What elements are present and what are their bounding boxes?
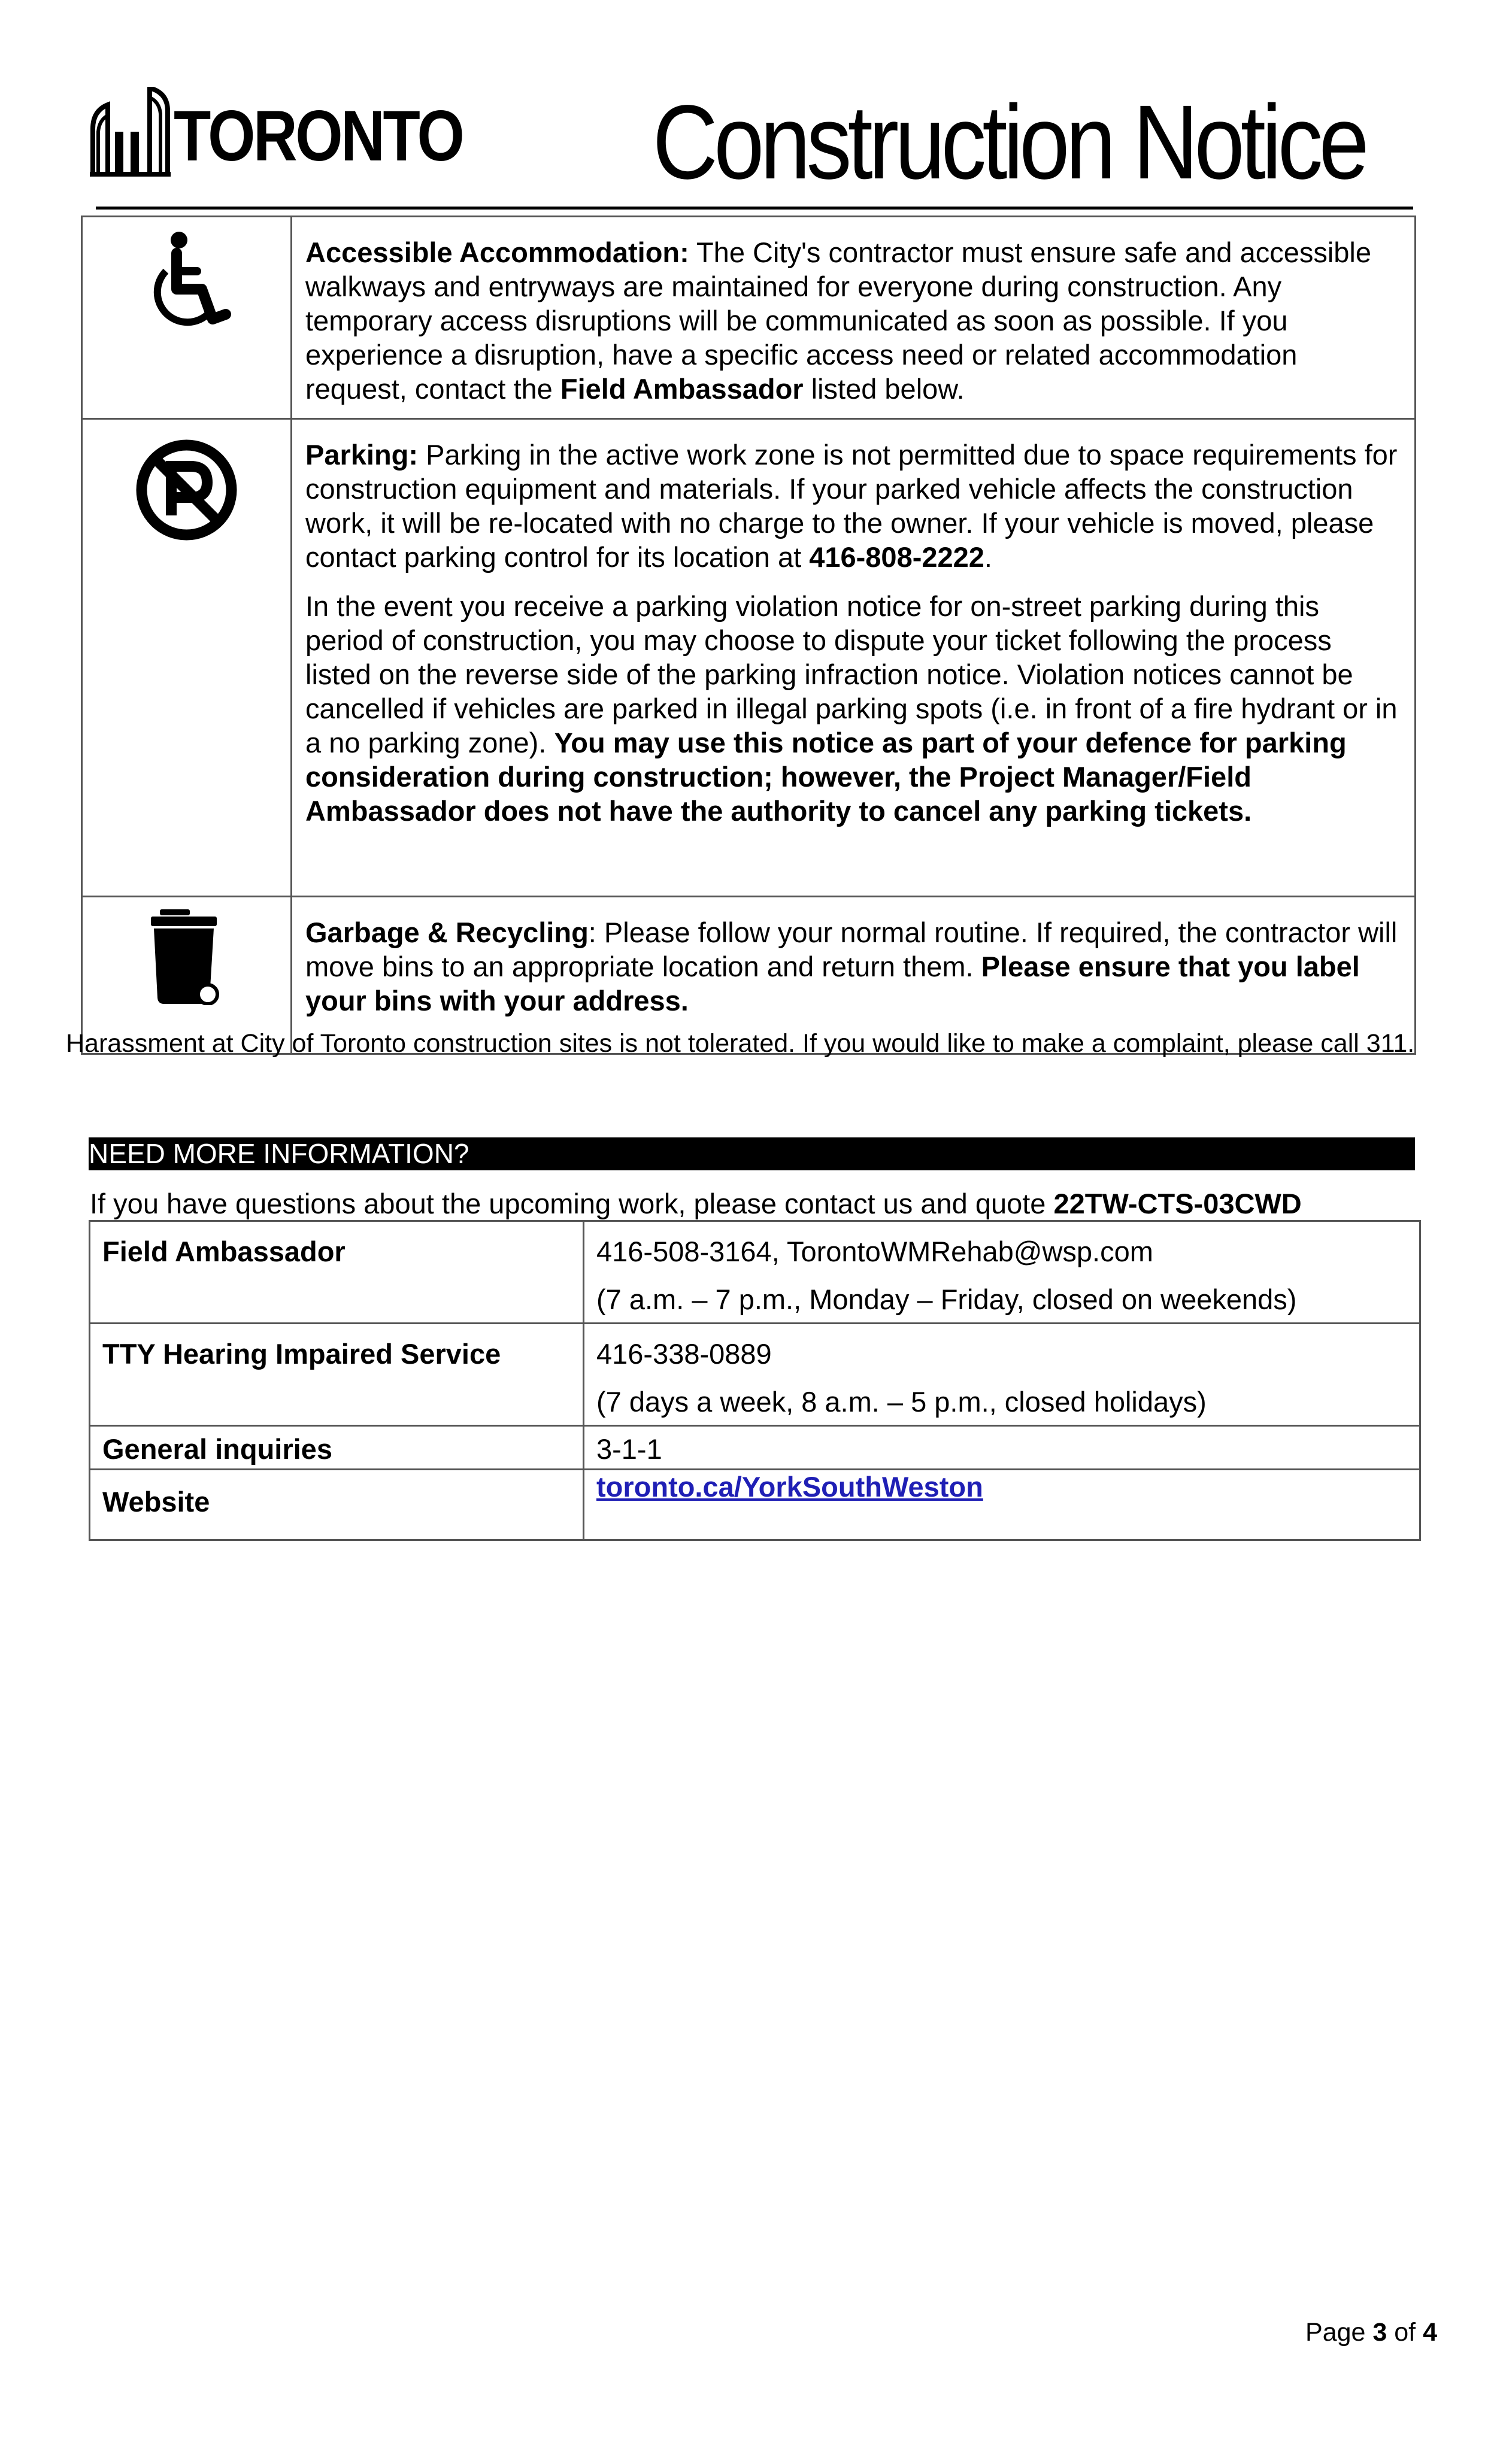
section-row-accessibility [82, 217, 1416, 419]
section-text-cell [292, 419, 1416, 897]
text-run: Please ensure that you label your bins with your address. [305, 951, 1360, 1016]
page-prefix: Page [1305, 2318, 1373, 2347]
section-body [305, 235, 1400, 406]
page-mid: of [1387, 2318, 1423, 2347]
text-run: . [984, 541, 992, 573]
text-run: In the event you receive a parking violation notice for on-street parking during this period of construction, you may choose to dispute your ticket following the process listed on the reverse side of the parking infraction notice. Violation notices cannot be cancelled if vehicles are parked in illegal parking spots (i.e. in front of a fire hydrant or in a no parking zone). [305, 590, 1398, 758]
contact-label: General inquiries [90, 1426, 584, 1470]
notice-sections-table [81, 216, 1416, 1055]
header-divider [96, 207, 1413, 210]
section-icon-cell [82, 419, 292, 897]
text-run: listed below. [803, 373, 965, 405]
contact-value-cell [584, 1470, 1420, 1540]
info-intro [90, 1187, 1437, 1221]
info-heading: NEED MORE INFORMATION? [89, 1137, 1415, 1170]
page-number [1305, 2316, 1437, 2349]
section-paragraph [305, 915, 1400, 1018]
page-total: 4 [1423, 2318, 1437, 2347]
wheelchair-icon [142, 229, 232, 328]
contact-hours: (7 a.m. – 7 p.m., Monday – Friday, closed on weekends) [596, 1283, 1297, 1315]
table-row [90, 1426, 1420, 1470]
page-title: Construction Notice [652, 84, 1365, 201]
city-hall-icon [90, 87, 171, 177]
section-paragraph [305, 589, 1400, 828]
text-run: 416-808-2222 [809, 541, 984, 573]
section-body [305, 915, 1400, 1018]
text-run: Accessible Accommodation: [305, 236, 689, 268]
toronto-logo [90, 87, 463, 177]
contact-value[interactable]: 416-508-3164, TorontoWMRehab@wsp.com [596, 1236, 1153, 1267]
section-body [305, 438, 1400, 828]
page-current: 3 [1372, 2318, 1387, 2347]
section-icon-cell [82, 217, 292, 419]
table-row [90, 1221, 1420, 1324]
text-run: Parking in the active work zone is not permitted due to space requirements for construction equipment and materials. If your parked vehicle affects the construction work, it will be re-located with no charge to the owner. If your vehicle is moved, please contact parking control for its location at [305, 439, 1398, 573]
contact-value-cell [584, 1324, 1420, 1426]
text-run: Garbage & Recycling [305, 917, 589, 948]
section-paragraph [305, 438, 1400, 574]
table-row [90, 1324, 1420, 1426]
info-intro-text: If you have questions about the upcoming work, please contact us and quote [90, 1188, 1054, 1219]
contact-value: 416-338-0889 [596, 1338, 772, 1370]
table-row [90, 1470, 1420, 1540]
text-run: The City's contractor must ensure safe and accessible walkways and entryways are maintained for everyone during construction. Any temporary access disruptions will be communicated as soon as possible. If you experience a disruption, have a specific access need or related accommodation request, contact the [305, 236, 1372, 405]
project-code: 22TW-CTS-03CWD [1053, 1188, 1302, 1219]
logo-wordmark: TORONTO [174, 96, 463, 176]
website-link[interactable]: toronto.ca/YorkSouthWeston [596, 1471, 983, 1503]
contact-value: 3-1-1 [584, 1426, 1420, 1470]
harassment-note: Harassment at City of Toronto construction sites is not tolerated. If you would like to make a complaint, please call 311. [66, 1029, 1415, 1058]
contact-table [89, 1220, 1421, 1541]
text-run: You may use this notice as part of your defence for parking consideration during construction; however, the Project Manager/Field Ambassador does not have the authority to cancel any parking tickets. [305, 727, 1347, 827]
no-parking-icon [134, 438, 239, 542]
contact-value-cell [584, 1221, 1420, 1324]
contact-hours: (7 days a week, 8 a.m. – 5 p.m., closed holidays) [596, 1386, 1207, 1418]
contact-label: Website [90, 1470, 584, 1540]
contact-label: TTY Hearing Impaired Service [90, 1324, 584, 1426]
section-paragraph [305, 235, 1400, 406]
text-run: Parking: [305, 439, 419, 471]
text-run: : Please follow your normal routine. If required, the contractor will move bins to an appropriate location and return them. [305, 917, 1398, 982]
section-text-cell [292, 217, 1416, 419]
contact-label: Field Ambassador [90, 1221, 584, 1324]
garbage-bin-icon [151, 909, 223, 1005]
section-row-parking [82, 419, 1416, 897]
text-run: Field Ambassador [560, 373, 804, 405]
